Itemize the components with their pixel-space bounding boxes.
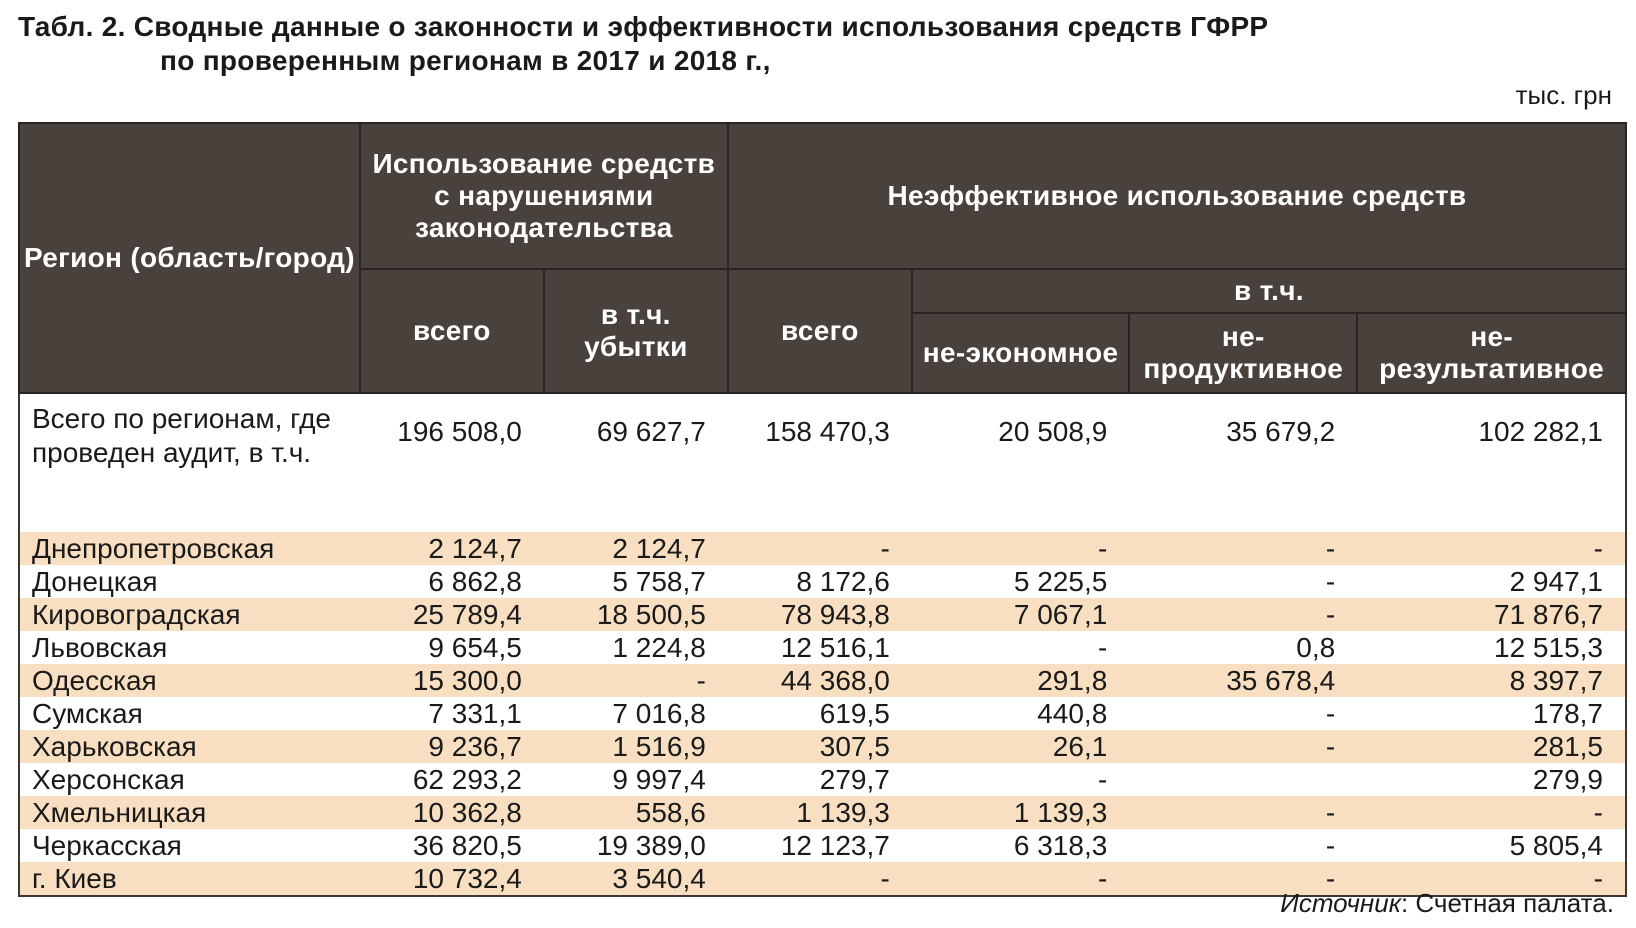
value-cell: - bbox=[1325, 566, 1336, 597]
table-title-line1: Табл. 2. Сводные данные о законности и эффективности использования средств ГФРР bbox=[18, 11, 1269, 42]
value-cell: 619,5 bbox=[819, 698, 890, 729]
region-cell: Одесская bbox=[19, 664, 360, 697]
region-cell: Хмельницкая bbox=[19, 796, 360, 829]
value-cell: - bbox=[728, 532, 912, 565]
value-cell: - bbox=[1097, 632, 1108, 663]
table-title-line2: по проверенным регионам в 2017 и 2018 г., bbox=[160, 45, 771, 76]
value-cell: - bbox=[1325, 698, 1336, 729]
value-cell: 9 997,4 bbox=[612, 764, 706, 795]
table-row bbox=[19, 532, 1626, 565]
value-cell: 2 124,7 bbox=[544, 532, 728, 565]
value-cell: - bbox=[544, 664, 728, 697]
header-inefficient: Неэффективное использование средств bbox=[728, 123, 1626, 269]
source-note bbox=[1280, 888, 1614, 918]
value-cell: 6 862,8 bbox=[428, 566, 522, 597]
value-cell: 2 947,1 bbox=[1509, 566, 1603, 597]
value-cell: 62 293,2 bbox=[412, 764, 522, 795]
value-cell: 0,8 bbox=[1296, 632, 1336, 663]
total-row bbox=[19, 393, 1626, 532]
value-cell: 36 820,5 bbox=[412, 830, 522, 861]
table-row bbox=[19, 664, 1626, 697]
total-cell: 102 282,1 bbox=[1478, 416, 1603, 447]
value-cell: 26,1 bbox=[912, 730, 1129, 763]
value-cell: 6 318,3 bbox=[1013, 830, 1108, 861]
value-cell: 1 139,3 bbox=[912, 796, 1129, 829]
table-body bbox=[19, 393, 1626, 896]
value-cell: 291,8 bbox=[912, 664, 1129, 697]
value-cell: 9 236,7 bbox=[360, 730, 544, 763]
value-cell: 19 389,0 bbox=[596, 830, 706, 861]
region-cell: Львовская bbox=[32, 632, 168, 663]
value-cell: 7 331,1 bbox=[428, 698, 522, 729]
header-violations: Использование средств с нарушениями законодательства bbox=[360, 123, 728, 269]
value-cell: 10 362,8 bbox=[360, 796, 544, 829]
table-row bbox=[19, 796, 1626, 829]
value-cell: 12 516,1 bbox=[780, 632, 890, 663]
value-cell: 8 397,7 bbox=[1357, 664, 1626, 697]
value-cell: 8 172,6 bbox=[796, 566, 890, 597]
source-text: : Счетная палата. bbox=[1400, 888, 1614, 918]
value-cell: 12 123,7 bbox=[780, 830, 890, 861]
header-uneconomical: не-экономное bbox=[912, 313, 1129, 393]
value-cell: - bbox=[1129, 796, 1357, 829]
total-cell: 196 508,0 bbox=[397, 416, 522, 447]
value-cell: 440,8 bbox=[1037, 698, 1108, 729]
value-cell: - bbox=[1129, 532, 1357, 565]
value-cell bbox=[1129, 763, 1357, 796]
value-cell: 279,7 bbox=[819, 764, 890, 795]
value-cell: 78 943,8 bbox=[728, 598, 912, 631]
value-cell: - bbox=[912, 862, 1129, 896]
header-inefficient-total: всего bbox=[728, 269, 912, 393]
value-cell: 279,9 bbox=[1532, 764, 1603, 795]
value-cell: 3 540,4 bbox=[544, 862, 728, 896]
value-cell: 25 789,4 bbox=[360, 598, 544, 631]
table-row bbox=[19, 730, 1626, 763]
value-cell: - bbox=[1129, 862, 1357, 896]
value-cell: - bbox=[1357, 862, 1626, 896]
value-cell: 558,6 bbox=[544, 796, 728, 829]
header-violations-total: всего bbox=[360, 269, 544, 393]
value-cell: - bbox=[1325, 830, 1336, 861]
header-ineffective: не-результативное bbox=[1357, 313, 1626, 393]
value-cell: 2 124,7 bbox=[360, 532, 544, 565]
value-cell: - bbox=[728, 862, 912, 896]
source-label: Источник bbox=[1280, 888, 1401, 918]
region-cell: Днепропетровская bbox=[19, 532, 360, 565]
table-row bbox=[19, 697, 1626, 730]
value-cell: - bbox=[1357, 532, 1626, 565]
header-losses: в т.ч. убытки bbox=[544, 269, 728, 393]
value-cell: 7 067,1 bbox=[912, 598, 1129, 631]
header-incl: в т.ч. bbox=[912, 269, 1626, 313]
unit-label: тыс. грн bbox=[1515, 80, 1612, 110]
value-cell: 1 139,3 bbox=[728, 796, 912, 829]
table-header bbox=[19, 123, 1626, 393]
value-cell: 9 654,5 bbox=[428, 632, 522, 663]
region-cell: Сумская bbox=[32, 698, 143, 729]
value-cell: 7 016,8 bbox=[612, 698, 706, 729]
value-cell: - bbox=[1129, 598, 1357, 631]
header-region: Регион (область/город) bbox=[19, 123, 360, 393]
region-cell: Донецкая bbox=[32, 566, 158, 597]
value-cell: 1 516,9 bbox=[544, 730, 728, 763]
value-cell: 307,5 bbox=[728, 730, 912, 763]
value-cell: 5 805,4 bbox=[1509, 830, 1603, 861]
total-cell: 158 470,3 bbox=[765, 416, 890, 447]
value-cell: 281,5 bbox=[1357, 730, 1626, 763]
value-cell: - bbox=[912, 532, 1129, 565]
total-cell: 69 627,7 bbox=[596, 416, 706, 447]
value-cell: - bbox=[1357, 796, 1626, 829]
table-row bbox=[19, 598, 1626, 631]
region-cell: Кировоградская bbox=[19, 598, 360, 631]
value-cell: 5 225,5 bbox=[1013, 566, 1108, 597]
value-cell: - bbox=[1097, 764, 1108, 795]
region-cell: Харьковская bbox=[19, 730, 360, 763]
region-cell: г. Киев bbox=[19, 862, 360, 896]
region-cell: Херсонская bbox=[32, 764, 185, 795]
value-cell: 71 876,7 bbox=[1357, 598, 1626, 631]
value-cell: 18 500,5 bbox=[544, 598, 728, 631]
value-cell: 44 368,0 bbox=[728, 664, 912, 697]
value-cell: 15 300,0 bbox=[360, 664, 544, 697]
value-cell: 10 732,4 bbox=[360, 862, 544, 896]
value-cell: 35 678,4 bbox=[1129, 664, 1357, 697]
header-unproductive: не-продуктивное bbox=[1129, 313, 1357, 393]
value-cell: 178,7 bbox=[1532, 698, 1603, 729]
table-row bbox=[19, 631, 1626, 664]
table-row bbox=[19, 829, 1626, 862]
total-region-cell: Всего по регионам, где проведен аудит, в т.ч. bbox=[32, 403, 331, 468]
total-cell: 20 508,9 bbox=[998, 416, 1108, 447]
table-title bbox=[18, 10, 1268, 78]
value-cell: 5 758,7 bbox=[612, 566, 706, 597]
total-cell: 35 679,2 bbox=[1226, 416, 1336, 447]
table-row bbox=[19, 763, 1626, 796]
value-cell: 12 515,3 bbox=[1494, 632, 1603, 663]
audit-table bbox=[18, 122, 1627, 897]
value-cell: 1 224,8 bbox=[612, 632, 706, 663]
table-row bbox=[19, 565, 1626, 598]
region-cell: Черкасская bbox=[32, 830, 182, 861]
value-cell: - bbox=[1129, 730, 1357, 763]
